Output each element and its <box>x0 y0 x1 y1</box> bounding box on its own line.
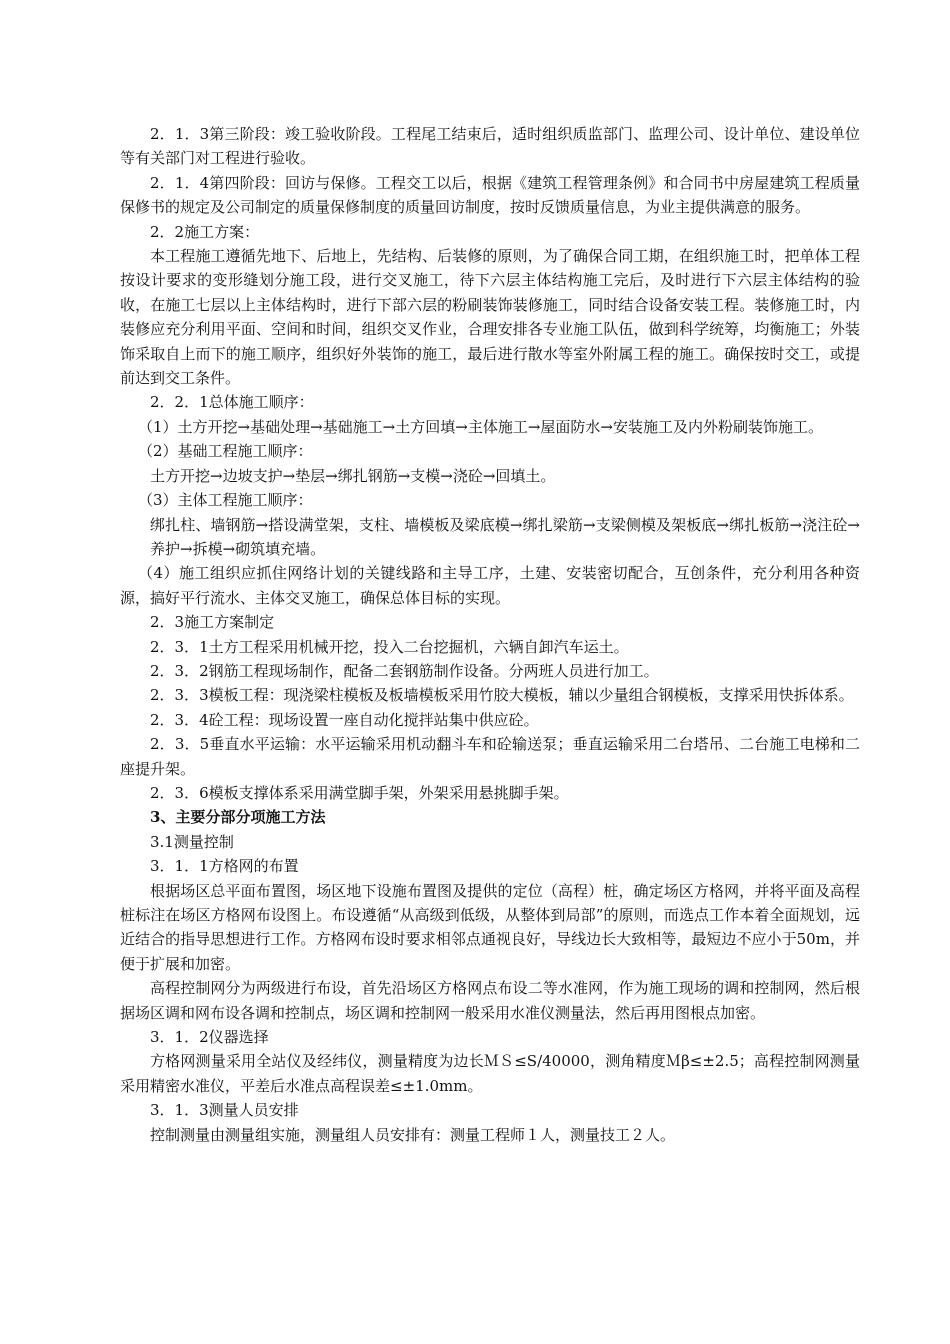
list-item-1: （1）土方开挖→基础处理→基础施工→土方回填→主体施工→屋面防水→安装施工及内外粉刷装饰施工。 <box>138 417 823 436</box>
para-grid-layout: 根据场区总平面布置图，场区地下设施布置图及提供的定位（高程）桩，确定场区方格网，并将平面及高程桩标注在场区方格网布设图上。布设遵循“从高级到低级，从整体到局部”的原则，而选点工作本着全面规划，远近结合的指导思想进行工作。方格网布设时要求相邻点通视良好，导线边长大致相等，最短边不应小于50m，并便于扩展和加密。 <box>120 881 860 973</box>
heading-3-1-3: 3．1．3测量人员安排 <box>150 1101 299 1120</box>
para-staff: 控制测量由测量组实施，测量组人员安排有：测量工程师１人，测量技工２人。 <box>150 1125 676 1144</box>
para-2-3-1: 2．3．1土方工程采用机械开挖，投入二台挖掘机，六辆自卸汽车运土。 <box>150 637 629 656</box>
heading-3-1-2: 3．1．2仪器选择 <box>150 1028 269 1047</box>
foundation-sequence: 土方开挖→边坡支护→垫层→绑扎钢筋→支模→浇砼→回填土。 <box>150 466 556 485</box>
heading-2-3: 2．3施工方案制定 <box>150 613 275 632</box>
para-2-3-4: 2．3．4砼工程：现场设置一座自动化搅拌站集中供应砼。 <box>150 710 539 729</box>
main-structure-sequence: 绑扎柱、墙钢筋→搭设满堂架，支柱、墙模板及梁底模→绑扎梁筋→支梁侧模及架板底→绑扎板筋→浇注砼→养护→拆模→砌筑填充墙。 <box>150 515 860 558</box>
heading-2-2-1: 2．2．1总体施工顺序： <box>150 393 314 412</box>
para-2-1-4: 2．1．4第四阶段：回访与保修。工程交工以后，根据《建筑工程管理条例》和合同书中房屋建筑工程质量保修书的规定及公司制定的质量保修制度的质量回访制度，按时反馈质量信息，为业主提供满意的服务。 <box>120 173 860 217</box>
section-heading-3: 3、主要分部分项施工方法 <box>150 808 326 827</box>
para-2-3-5: 2．3．5垂直水平运输：水平运输采用机动翻斗车和砼输送泵；垂直运输采用二台塔吊、二台施工电梯和二座提升架。 <box>120 735 860 778</box>
heading-2-2: 2．2施工方案： <box>150 222 260 241</box>
para-construction-plan: 本工程施工遵循先地下、后地上，先结构、后装修的原则，为了确保合同工期，在组织施工时，把单体工程按设计要求的变形缝划分施工段，进行交叉施工，待下六层主体结构施工完后，及时进行下六层主体结构的验收，在施工七层以上主体结构时，进行下部六层的粉刷装饰装修施工，同时结合设备安装工程。装修施工时，内装修应充分利用平面、空间和时间，组织交叉作业，合理安排各专业施工队伍，做到科学统筹，均衡施工；外装饰采取自上而下的施工顺序，组织好外装饰的施工，最后进行散水等室外附属工程的施工。确保按时交工，或提前达到交工条件。 <box>120 247 860 388</box>
para-2-1-3: 2．1．3第三阶段：竣工验收阶段。工程尾工结束后，适时组织质监部门、监理公司、设计单位、建设单位等有关部门对工程进行验收。 <box>120 125 860 168</box>
para-elevation-network: 高程控制网分为两级进行布设，首先沿场区方格网点布设二等水准网，作为施工现场的调和控制网，然后根据场区调和网布设各调和控制点，场区调和控制网一般采用水准仪测量法，然后再用图根点加密。 <box>120 979 860 1022</box>
list-item-3: （3）主体工程施工顺序： <box>138 491 313 510</box>
para-2-3-3: 2．3．3模板工程：现浇梁柱模板及板墙模板采用竹胶大模板，辅以少量组合钢模板，支撑采用快拆体系。 <box>150 686 854 705</box>
heading-3-1: 3.1测量控制 <box>150 832 234 851</box>
list-item-2: （2）基础工程施工顺序： <box>138 442 313 461</box>
para-2-3-6: 2．3．6模板支撑体系采用满堂脚手架，外架采用悬挑脚手架。 <box>150 783 569 802</box>
para-instrument: 方格网测量采用全站仪及经纬仪，测量精度为边长ＭＳ≤S/40000，测角精度Ｍβ≤±2.5；高程控制网测量采用精密水准仪，平差后水准点高程误差≤±1.0mm。 <box>120 1052 860 1095</box>
list-item-4: （4）施工组织应抓住网络计划的关键线路和主导工序，土建、安装密切配合，互创条件，充分利用各种资源，搞好平行流水、主体交叉施工，确保总体目标的实现。 <box>120 564 860 607</box>
heading-3-1-1: 3．1．1方格网的布置 <box>150 857 299 876</box>
document-body <box>120 122 860 1147</box>
para-2-3-2: 2．3．2钢筋工程现场制作，配备二套钢筋制作设备。分两班人员进行加工。 <box>150 661 659 680</box>
